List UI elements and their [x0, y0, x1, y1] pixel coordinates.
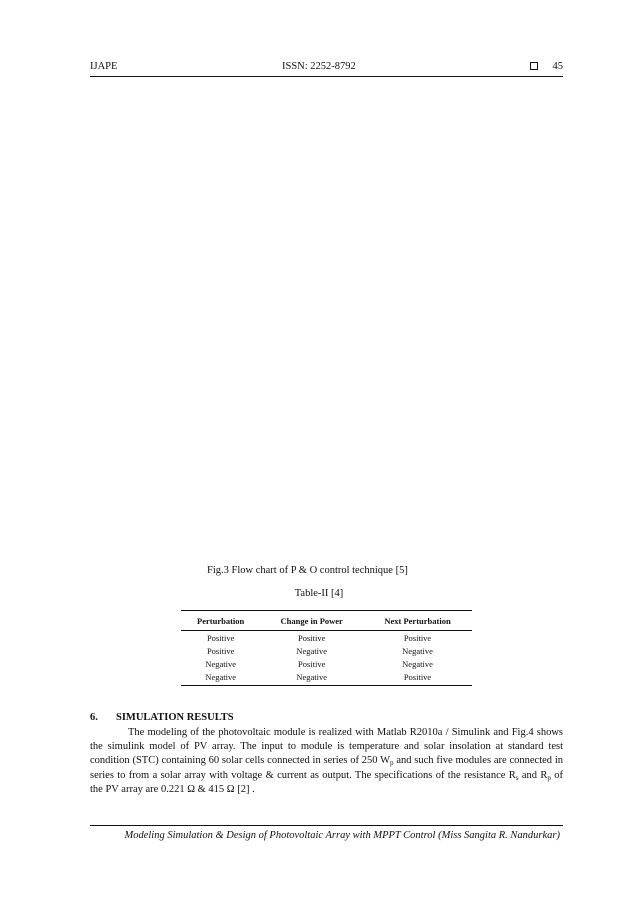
table-cell: Positive [206, 645, 235, 656]
subscript: p [547, 773, 551, 782]
checkbox-square-icon [530, 62, 538, 70]
perturbation-table [181, 610, 472, 686]
issn-label: ISSN: 2252-8792 [282, 61, 356, 72]
table-cell: Negative [296, 645, 328, 656]
table-row [181, 644, 472, 657]
paragraph-text: and such five modules are connected in series to from a solar array with voltage & current as output. The specifications of the resistance R [90, 755, 563, 781]
table-caption: Table-II [4] [294, 588, 344, 599]
subscript: p [390, 759, 394, 768]
table-cell: Positive [363, 670, 472, 685]
table-cell: Positive [206, 632, 235, 643]
table-cell: Negative [402, 645, 433, 656]
column-header-change-in-power: Change in Power [260, 611, 363, 631]
journal-name: IJAPE [90, 61, 118, 72]
footer-rule [90, 825, 563, 826]
section-paragraph [90, 726, 563, 797]
table-cell: Negative [205, 658, 236, 669]
table-cell: Positive [297, 632, 326, 643]
paragraph-text: of the PV array are 0.221 Ω & 415 Ω [2] . [90, 769, 563, 795]
table-cell: Negative [181, 670, 260, 685]
paragraph-text: and R [518, 769, 548, 781]
table-cell: Negative [260, 670, 363, 685]
table-header-row [181, 611, 472, 631]
table-cell: Negative [402, 658, 433, 669]
column-header-next-perturbation: Next Perturbation [363, 611, 472, 631]
table-cell: Positive [403, 632, 432, 643]
section-number: 6. [90, 712, 98, 723]
page-number: 45 [552, 61, 563, 72]
table-row [181, 657, 472, 670]
header-rule [90, 76, 563, 77]
subscript: s [515, 773, 519, 782]
table-cell: Positive [297, 658, 326, 669]
figure-caption: Fig.3 Flow chart of P & O control technique [5] [207, 565, 408, 576]
column-header-perturbation: Perturbation [181, 611, 260, 631]
page-footer: Modeling Simulation & Design of Photovoltaic Array with MPPT Control (Miss Sangita R. Nandurkar) [124, 830, 560, 841]
table-row [181, 631, 472, 645]
table-row [181, 670, 472, 685]
section-title: SIMULATION RESULTS [116, 712, 234, 723]
paragraph-text: The modeling of the photovoltaic module is realized with Matlab R2010a / Simulink and Fig.4 shows the simulink model of PV array. The input to module is temperature and solar insolation at standard test condition (STC) containing 60 solar cells connected in series of 250 W [90, 727, 563, 767]
section-heading [90, 712, 234, 723]
page-header [90, 59, 563, 75]
